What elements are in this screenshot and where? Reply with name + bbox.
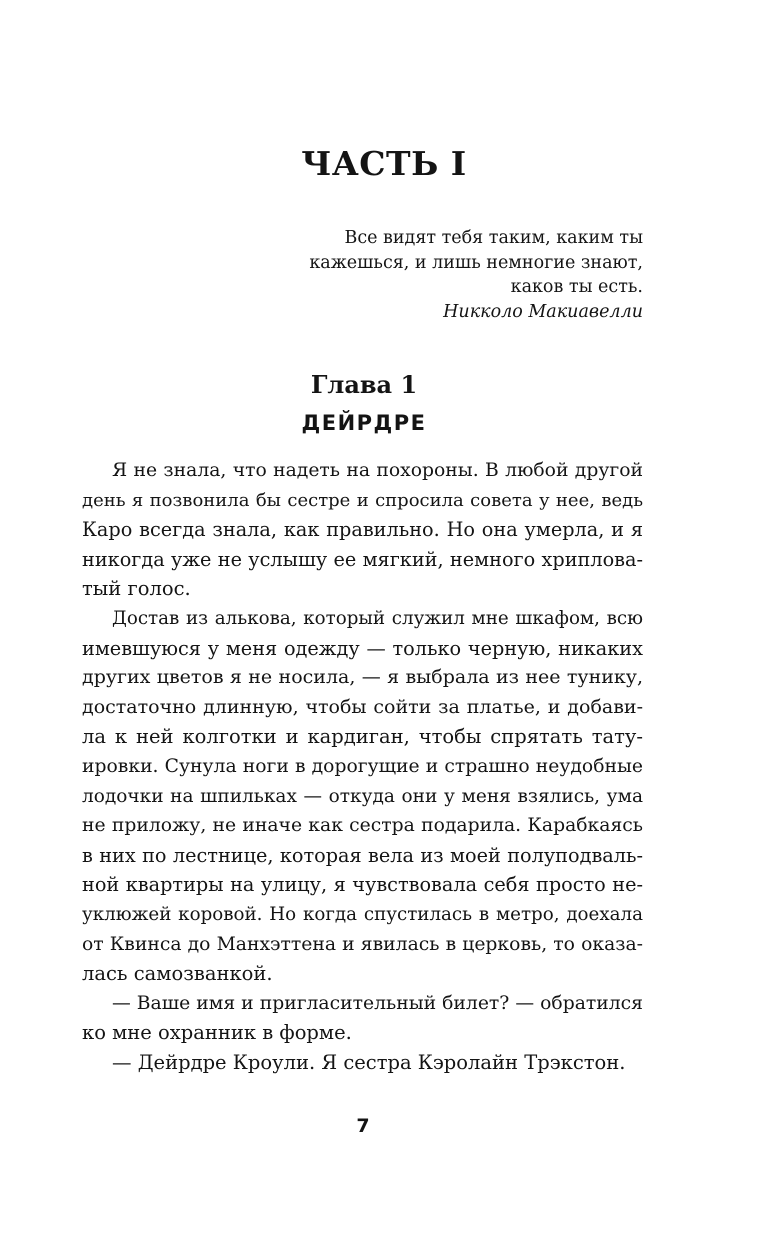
text-line: имевшуюся у меня одежду — только черную, никаких [82,636,643,660]
text-line: ко мне охранник в форме. [82,1021,352,1045]
text-line: ной квартиры на улицу, я чувствовала себя просто не- [82,873,643,897]
epigraph-line: кажешься, и лишь немногие знают, [309,252,643,273]
epigraph-author: Никколо Макиавелли [443,301,643,322]
text-line: от Квинса до Манхэттена и явилась в церковь, то оказа- [82,933,643,955]
text-line: уклюжей коровой. Но когда спустилась в метро, доехала [82,903,643,925]
text-line: в них по лестнице, которая вела из моей полуподваль- [82,843,643,867]
epigraph-line: Все видят тебя таким, каким ты [344,228,643,248]
text-line: достаточно длинную, чтобы сойти за платье, и добави- [82,695,643,718]
epigraph-line: каков ты есть. [510,277,643,297]
text-line: — Дейрдре Кроули. Я сестра Кэролайн Трэкстон. [112,1050,626,1074]
text-line: других цветов я не носила, — я выбрала из нее тунику, [82,666,643,689]
text-line: Каро всегда знала, как правильно. Но она умерла, и я [82,518,643,542]
text-line: — Ваше имя и пригласительный билет? — обратился [112,992,643,1014]
chapter-name: ДЕЙРДРЕ [301,411,427,435]
chapter-label: Глава 1 [310,370,418,399]
part-title: ЧАСТЬ I [301,144,467,183]
page-number: 7 [356,1115,370,1137]
text-line: ировки. Сунула ноги в дорогущие и страшно неудобные [82,755,643,777]
text-line: тый голос. [82,577,191,601]
text-line: не приложу, не иначе как сестра подарила. Карабкаясь [82,815,643,837]
text-line: Достав из алькова, который служил мне шкафом, всю [112,607,643,629]
body-text [82,456,643,1077]
text-line: Я не знала, что надеть на похороны. В любой другой [112,460,643,481]
text-line: ла к ней колготки и кардиган, чтобы спрятать тату- [82,725,643,749]
epigraph [300,226,643,324]
text-line: лась самозванкой. [82,962,273,986]
text-line: день я позвонила бы сестре и спросила совета у нее, ведь [82,489,643,511]
text-line: никогда уже не услышу ее мягкий, немного хриплова- [82,547,643,571]
text-line: лодочки на шпильках — откуда они у меня взялись, ума [82,785,643,807]
